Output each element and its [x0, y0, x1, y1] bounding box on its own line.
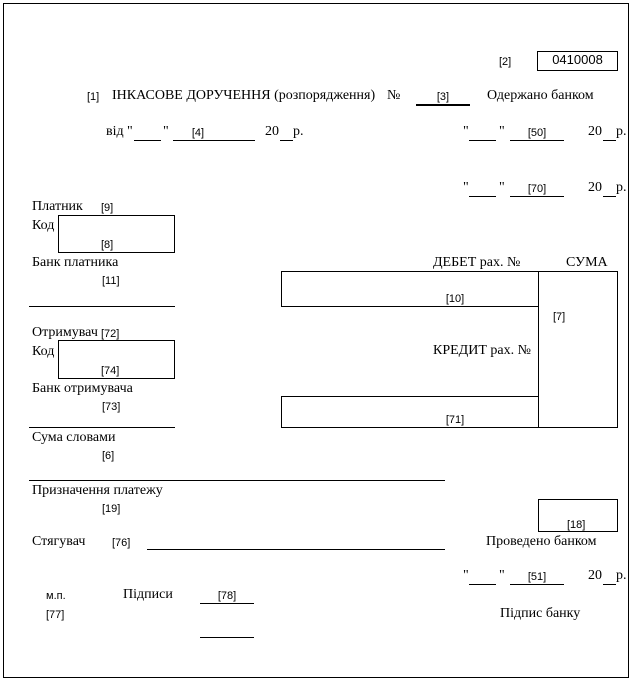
year-suffix: р. [616, 124, 627, 139]
quote-close: " [163, 124, 169, 139]
marker-4: [4] [191, 127, 205, 139]
stamp-marker: [77] [46, 609, 65, 621]
quote-open: " [127, 124, 133, 139]
sum-marker: [7] [553, 311, 566, 323]
credit-marker: [71] [445, 414, 465, 426]
date2-year-line[interactable] [603, 196, 616, 197]
credit-bottom-line [281, 427, 538, 428]
marker-50: [50] [527, 127, 547, 139]
amount-words-marker: [6] [102, 450, 115, 462]
amount-words-line[interactable] [29, 480, 445, 481]
collector-line[interactable] [147, 549, 445, 550]
year-suffix: р. [616, 568, 627, 583]
quote-close: " [499, 124, 505, 139]
payer-code-marker: [8] [101, 239, 114, 251]
number-sign: № [387, 88, 401, 103]
credit-top-line [281, 396, 538, 397]
signature-line-1[interactable] [200, 603, 254, 604]
year-prefix: 20 [588, 124, 602, 139]
date-day-line[interactable] [134, 140, 161, 141]
year-prefix: 20 [588, 568, 602, 583]
marker-51: [51] [527, 571, 547, 583]
credit-account-label: КРЕДИТ рах. № [433, 343, 531, 358]
collector-label: Стягувач [32, 534, 86, 549]
signatures-marker: [78] [217, 590, 237, 602]
payer-bank-label: Банк платника [32, 255, 119, 270]
processed-month-line[interactable] [510, 584, 564, 585]
received-day-line[interactable] [469, 140, 496, 141]
date2-month-line[interactable] [510, 196, 564, 197]
processed-box-marker: [18] [567, 519, 586, 531]
marker-1: [1] [87, 91, 100, 103]
year-prefix: 20 [265, 124, 279, 139]
payer-bank-line[interactable] [29, 306, 175, 307]
sum-box[interactable] [538, 271, 618, 428]
quote-close: " [499, 180, 505, 195]
debit-account-label: ДЕБЕТ рах. № [433, 255, 521, 270]
year-suffix: р. [616, 180, 627, 195]
debit-bottom-line [281, 306, 538, 307]
recipient-code-label: Код [32, 344, 55, 359]
date2-day-line[interactable] [469, 196, 496, 197]
recipient-label: Отримувач [32, 325, 98, 340]
recipient-bank-marker: [73] [102, 401, 121, 413]
received-by-bank-label: Одержано банком [487, 88, 594, 103]
debit-left-line [281, 271, 282, 306]
marker-70: [70] [527, 183, 547, 195]
signatures-label: Підписи [123, 587, 173, 602]
payment-purpose-marker: [19] [102, 503, 121, 515]
payer-marker: [9] [101, 202, 114, 214]
year-prefix: 20 [588, 180, 602, 195]
signature-line-2[interactable] [200, 637, 254, 638]
quote-open: " [463, 180, 469, 195]
quote-open: " [463, 568, 469, 583]
recipient-marker: [72] [101, 328, 120, 340]
stamp-label: м.п. [46, 590, 66, 602]
date-month-line[interactable] [173, 140, 255, 141]
payer-bank-marker: [11] [102, 275, 120, 287]
document-title: ІНКАСОВЕ ДОРУЧЕННЯ (розпорядження) [112, 88, 376, 103]
processed-by-bank-label: Проведено банком [486, 534, 597, 549]
sum-label: СУМА [566, 255, 608, 270]
form-code-box [537, 51, 618, 71]
recipient-code-marker: [74] [101, 365, 120, 377]
bank-signature-label: Підпис банку [500, 606, 581, 621]
received-year-line[interactable] [603, 140, 616, 141]
sum-divider [538, 271, 539, 428]
payer-code-label: Код [32, 218, 55, 233]
recipient-code-box[interactable] [58, 340, 175, 379]
credit-left-line [281, 396, 282, 428]
payer-label: Платник [32, 199, 83, 214]
processed-year-line[interactable] [603, 584, 616, 585]
payer-code-box[interactable] [58, 215, 175, 253]
marker-2: [2] [499, 56, 512, 68]
payment-purpose-label: Призначення платежу [32, 483, 163, 498]
processed-day-line[interactable] [469, 584, 496, 585]
quote-close: " [499, 568, 505, 583]
form-code: 0410008 [552, 52, 603, 67]
marker-3: [3] [436, 91, 450, 103]
debit-marker: [10] [445, 293, 465, 305]
recipient-bank-line[interactable] [29, 427, 175, 428]
collector-marker: [76] [112, 537, 131, 549]
year-line[interactable] [280, 140, 293, 141]
processed-box[interactable] [538, 499, 618, 532]
recipient-bank-label: Банк отримувача [32, 381, 133, 396]
year-suffix: р. [293, 124, 304, 139]
date-from-label: від [106, 124, 124, 139]
document-number-line[interactable] [416, 104, 470, 106]
amount-words-label: Сума словами [32, 430, 116, 445]
quote-open: " [463, 124, 469, 139]
received-month-line[interactable] [510, 140, 564, 141]
